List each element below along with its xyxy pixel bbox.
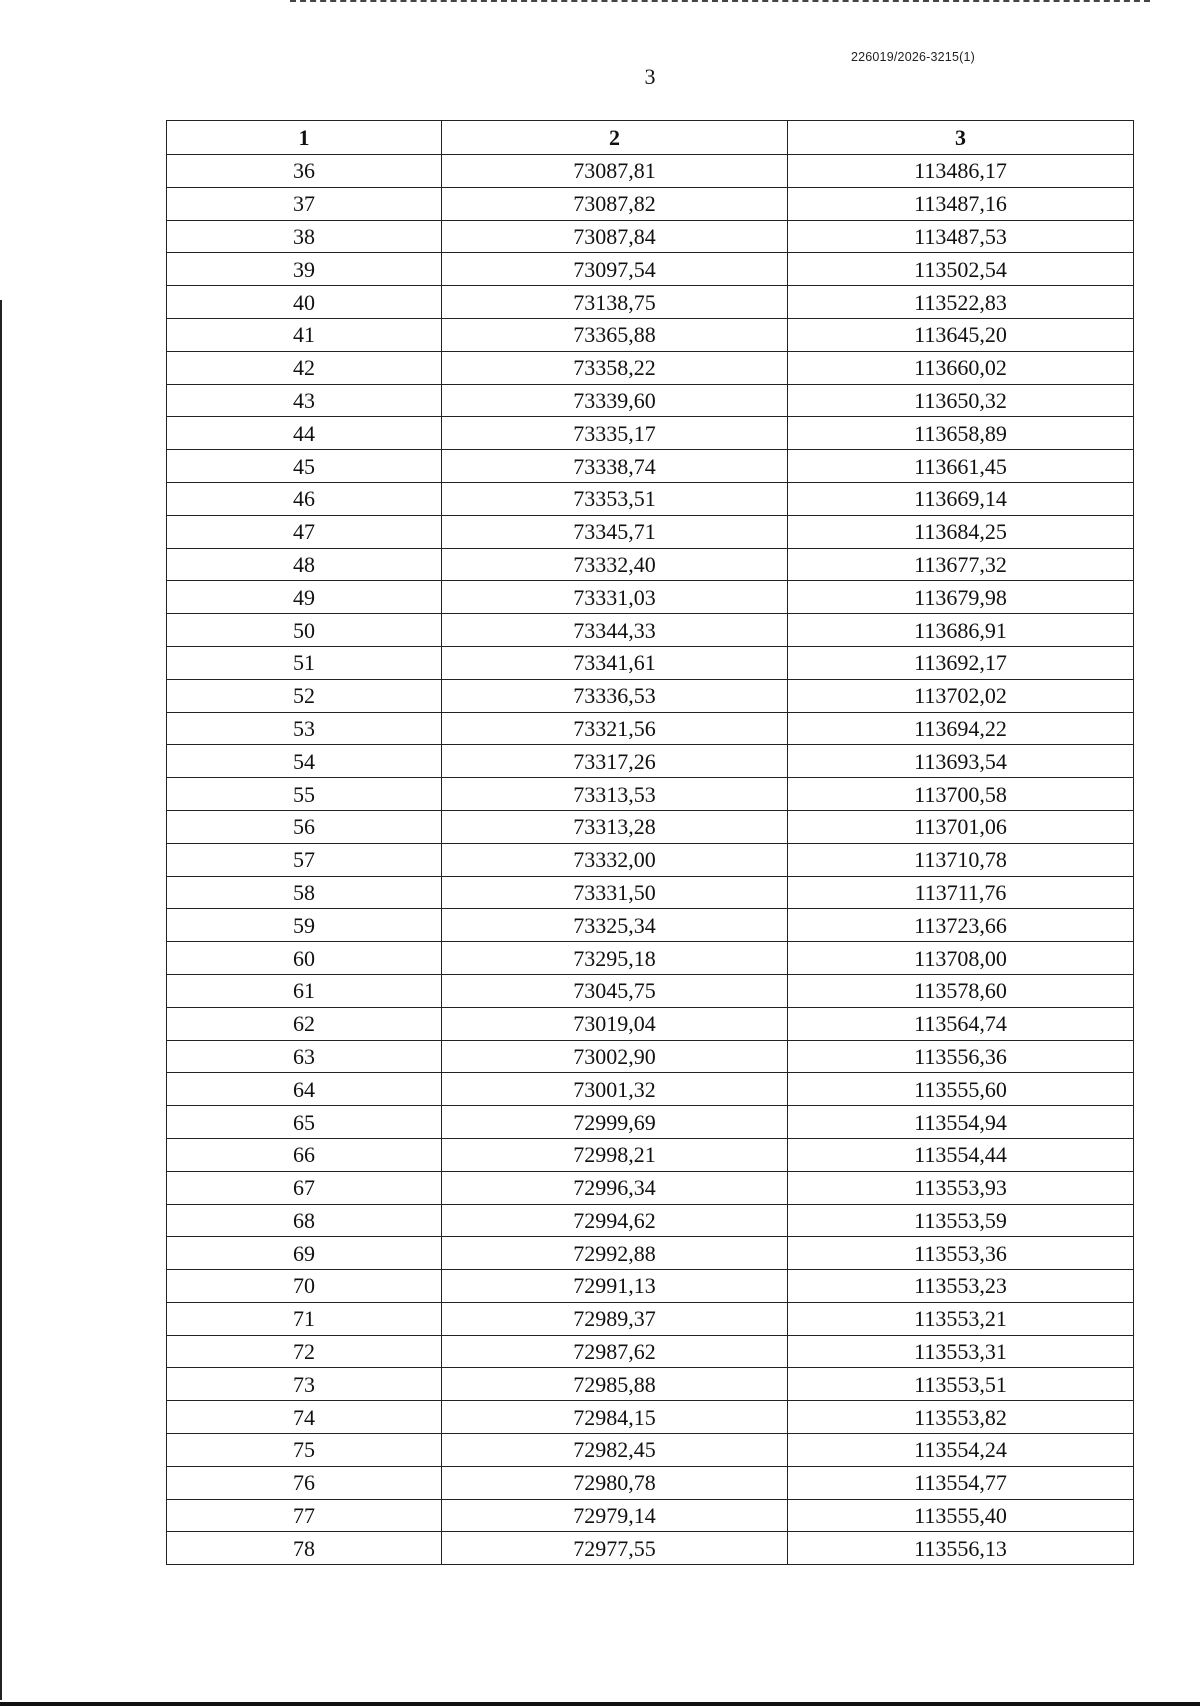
y-coordinate-cell: 113555,40 [788, 1499, 1134, 1532]
point-number-cell: 71 [167, 1302, 442, 1335]
table-row [167, 1466, 1134, 1499]
table-row [167, 1368, 1134, 1401]
point-number-cell: 59 [167, 909, 442, 942]
x-coordinate-cell: 73332,40 [442, 548, 788, 581]
x-coordinate-cell: 73331,03 [442, 581, 788, 614]
table-row [167, 1270, 1134, 1303]
point-number-cell: 45 [167, 450, 442, 483]
y-coordinate-cell: 113702,02 [788, 679, 1134, 712]
table-row [167, 1237, 1134, 1270]
table-row [167, 253, 1134, 286]
y-coordinate-cell: 113669,14 [788, 482, 1134, 515]
table-row [167, 1204, 1134, 1237]
x-coordinate-cell: 73087,81 [442, 155, 788, 188]
point-number-cell: 67 [167, 1171, 442, 1204]
x-coordinate-cell: 73138,75 [442, 286, 788, 319]
table-row [167, 384, 1134, 417]
y-coordinate-cell: 113553,51 [788, 1368, 1134, 1401]
table-row [167, 1007, 1134, 1040]
x-coordinate-cell: 72991,13 [442, 1270, 788, 1303]
table-row [167, 778, 1134, 811]
point-number-cell: 66 [167, 1138, 442, 1171]
table-row [167, 1171, 1134, 1204]
x-coordinate-cell: 72980,78 [442, 1466, 788, 1499]
y-coordinate-cell: 113502,54 [788, 253, 1134, 286]
x-coordinate-cell: 73321,56 [442, 712, 788, 745]
x-coordinate-cell: 72982,45 [442, 1434, 788, 1467]
point-number-cell: 50 [167, 614, 442, 647]
y-coordinate-cell: 113708,00 [788, 942, 1134, 975]
point-number-cell: 51 [167, 646, 442, 679]
x-coordinate-cell: 73087,84 [442, 220, 788, 253]
x-coordinate-cell: 73313,53 [442, 778, 788, 811]
x-coordinate-cell: 73325,34 [442, 909, 788, 942]
y-coordinate-cell: 113554,44 [788, 1138, 1134, 1171]
table-body [167, 155, 1134, 1565]
x-coordinate-cell: 73045,75 [442, 974, 788, 1007]
point-number-cell: 74 [167, 1401, 442, 1434]
x-coordinate-cell: 73344,33 [442, 614, 788, 647]
table-row [167, 843, 1134, 876]
top-scan-rule [290, 0, 1150, 4]
point-number-cell: 53 [167, 712, 442, 745]
x-coordinate-cell: 72984,15 [442, 1401, 788, 1434]
x-coordinate-cell: 73317,26 [442, 745, 788, 778]
table-row [167, 318, 1134, 351]
point-number-cell: 76 [167, 1466, 442, 1499]
table-row [167, 942, 1134, 975]
x-coordinate-cell: 72996,34 [442, 1171, 788, 1204]
y-coordinate-cell: 113553,21 [788, 1302, 1134, 1335]
y-coordinate-cell: 113553,82 [788, 1401, 1134, 1434]
left-scan-margin [0, 300, 4, 1700]
y-coordinate-cell: 113701,06 [788, 810, 1134, 843]
point-number-cell: 49 [167, 581, 442, 614]
y-coordinate-cell: 113556,36 [788, 1040, 1134, 1073]
point-number-cell: 41 [167, 318, 442, 351]
point-number-cell: 52 [167, 679, 442, 712]
x-coordinate-cell: 73341,61 [442, 646, 788, 679]
y-coordinate-cell: 113677,32 [788, 548, 1134, 581]
x-coordinate-cell: 73313,28 [442, 810, 788, 843]
point-number-cell: 68 [167, 1204, 442, 1237]
y-coordinate-cell: 113723,66 [788, 909, 1134, 942]
x-coordinate-cell: 73002,90 [442, 1040, 788, 1073]
table-row [167, 1532, 1134, 1565]
point-number-cell: 70 [167, 1270, 442, 1303]
table-row [167, 515, 1134, 548]
y-coordinate-cell: 113645,20 [788, 318, 1134, 351]
y-coordinate-cell: 113553,59 [788, 1204, 1134, 1237]
point-number-cell: 44 [167, 417, 442, 450]
y-coordinate-cell: 113684,25 [788, 515, 1134, 548]
point-number-cell: 56 [167, 810, 442, 843]
x-coordinate-cell: 73019,04 [442, 1007, 788, 1040]
coordinates-table [166, 120, 1134, 1565]
x-coordinate-cell: 73358,22 [442, 351, 788, 384]
table-row [167, 909, 1134, 942]
point-number-cell: 37 [167, 187, 442, 220]
y-coordinate-cell: 113554,77 [788, 1466, 1134, 1499]
table-row [167, 1302, 1134, 1335]
table-row [167, 1138, 1134, 1171]
x-coordinate-cell: 73338,74 [442, 450, 788, 483]
point-number-cell: 72 [167, 1335, 442, 1368]
x-coordinate-cell: 73332,00 [442, 843, 788, 876]
point-number-cell: 55 [167, 778, 442, 811]
x-coordinate-cell: 73087,82 [442, 187, 788, 220]
table-row [167, 1106, 1134, 1139]
x-coordinate-cell: 72987,62 [442, 1335, 788, 1368]
x-coordinate-cell: 72977,55 [442, 1532, 788, 1565]
y-coordinate-cell: 113693,54 [788, 745, 1134, 778]
x-coordinate-cell: 73295,18 [442, 942, 788, 975]
table-row [167, 450, 1134, 483]
y-coordinate-cell: 113710,78 [788, 843, 1134, 876]
y-coordinate-cell: 113658,89 [788, 417, 1134, 450]
point-number-cell: 47 [167, 515, 442, 548]
point-number-cell: 78 [167, 1532, 442, 1565]
y-coordinate-cell: 113661,45 [788, 450, 1134, 483]
y-coordinate-cell: 113578,60 [788, 974, 1134, 1007]
y-coordinate-cell: 113486,17 [788, 155, 1134, 188]
table-row [167, 351, 1134, 384]
x-coordinate-cell: 73365,88 [442, 318, 788, 351]
point-number-cell: 69 [167, 1237, 442, 1270]
table-row [167, 1335, 1134, 1368]
x-coordinate-cell: 73353,51 [442, 482, 788, 515]
x-coordinate-cell: 72994,62 [442, 1204, 788, 1237]
y-coordinate-cell: 113650,32 [788, 384, 1134, 417]
point-number-cell: 36 [167, 155, 442, 188]
table-row [167, 220, 1134, 253]
y-coordinate-cell: 113700,58 [788, 778, 1134, 811]
point-number-cell: 73 [167, 1368, 442, 1401]
column-header: 2 [442, 121, 788, 155]
table-row [167, 679, 1134, 712]
point-number-cell: 39 [167, 253, 442, 286]
point-number-cell: 54 [167, 745, 442, 778]
y-coordinate-cell: 113686,91 [788, 614, 1134, 647]
point-number-cell: 61 [167, 974, 442, 1007]
bottom-scan-edge [0, 1702, 1200, 1706]
point-number-cell: 42 [167, 351, 442, 384]
y-coordinate-cell: 113553,23 [788, 1270, 1134, 1303]
column-header: 3 [788, 121, 1134, 155]
y-coordinate-cell: 113554,24 [788, 1434, 1134, 1467]
x-coordinate-cell: 72979,14 [442, 1499, 788, 1532]
point-number-cell: 62 [167, 1007, 442, 1040]
y-coordinate-cell: 113660,02 [788, 351, 1134, 384]
point-number-cell: 60 [167, 942, 442, 975]
point-number-cell: 38 [167, 220, 442, 253]
x-coordinate-cell: 72992,88 [442, 1237, 788, 1270]
x-coordinate-cell: 73339,60 [442, 384, 788, 417]
table-row [167, 581, 1134, 614]
table-row [167, 1499, 1134, 1532]
table-row [167, 417, 1134, 450]
table-row [167, 548, 1134, 581]
y-coordinate-cell: 113711,76 [788, 876, 1134, 909]
x-coordinate-cell: 73001,32 [442, 1073, 788, 1106]
y-coordinate-cell: 113694,22 [788, 712, 1134, 745]
x-coordinate-cell: 73345,71 [442, 515, 788, 548]
x-coordinate-cell: 72985,88 [442, 1368, 788, 1401]
table-row [167, 974, 1134, 1007]
table-row [167, 810, 1134, 843]
x-coordinate-cell: 73336,53 [442, 679, 788, 712]
table-row [167, 286, 1134, 319]
table-row [167, 712, 1134, 745]
y-coordinate-cell: 113564,74 [788, 1007, 1134, 1040]
y-coordinate-cell: 113553,31 [788, 1335, 1134, 1368]
point-number-cell: 75 [167, 1434, 442, 1467]
table-row [167, 614, 1134, 647]
column-header: 1 [167, 121, 442, 155]
table-row [167, 1434, 1134, 1467]
coordinates-table-container [166, 120, 1133, 1565]
point-number-cell: 58 [167, 876, 442, 909]
table-row [167, 187, 1134, 220]
table-row [167, 155, 1134, 188]
y-coordinate-cell: 113554,94 [788, 1106, 1134, 1139]
x-coordinate-cell: 73331,50 [442, 876, 788, 909]
y-coordinate-cell: 113555,60 [788, 1073, 1134, 1106]
table-row [167, 1073, 1134, 1106]
table-row [167, 876, 1134, 909]
x-coordinate-cell: 72989,37 [442, 1302, 788, 1335]
point-number-cell: 48 [167, 548, 442, 581]
x-coordinate-cell: 73097,54 [442, 253, 788, 286]
point-number-cell: 57 [167, 843, 442, 876]
y-coordinate-cell: 113553,36 [788, 1237, 1134, 1270]
y-coordinate-cell: 113487,53 [788, 220, 1134, 253]
y-coordinate-cell: 113553,93 [788, 1171, 1134, 1204]
y-coordinate-cell: 113556,13 [788, 1532, 1134, 1565]
point-number-cell: 40 [167, 286, 442, 319]
y-coordinate-cell: 113522,83 [788, 286, 1134, 319]
table-row [167, 745, 1134, 778]
point-number-cell: 43 [167, 384, 442, 417]
x-coordinate-cell: 72998,21 [442, 1138, 788, 1171]
x-coordinate-cell: 72999,69 [442, 1106, 788, 1139]
y-coordinate-cell: 113692,17 [788, 646, 1134, 679]
table-row [167, 482, 1134, 515]
x-coordinate-cell: 73335,17 [442, 417, 788, 450]
y-coordinate-cell: 113487,16 [788, 187, 1134, 220]
point-number-cell: 77 [167, 1499, 442, 1532]
document-id: 226019/2026-3215(1) [850, 50, 975, 64]
table-header-row [167, 121, 1134, 155]
table-row [167, 646, 1134, 679]
point-number-cell: 63 [167, 1040, 442, 1073]
point-number-cell: 46 [167, 482, 442, 515]
point-number-cell: 64 [167, 1073, 442, 1106]
table-row [167, 1040, 1134, 1073]
table-row [167, 1401, 1134, 1434]
point-number-cell: 65 [167, 1106, 442, 1139]
page-number: 3 [644, 64, 656, 89]
y-coordinate-cell: 113679,98 [788, 581, 1134, 614]
